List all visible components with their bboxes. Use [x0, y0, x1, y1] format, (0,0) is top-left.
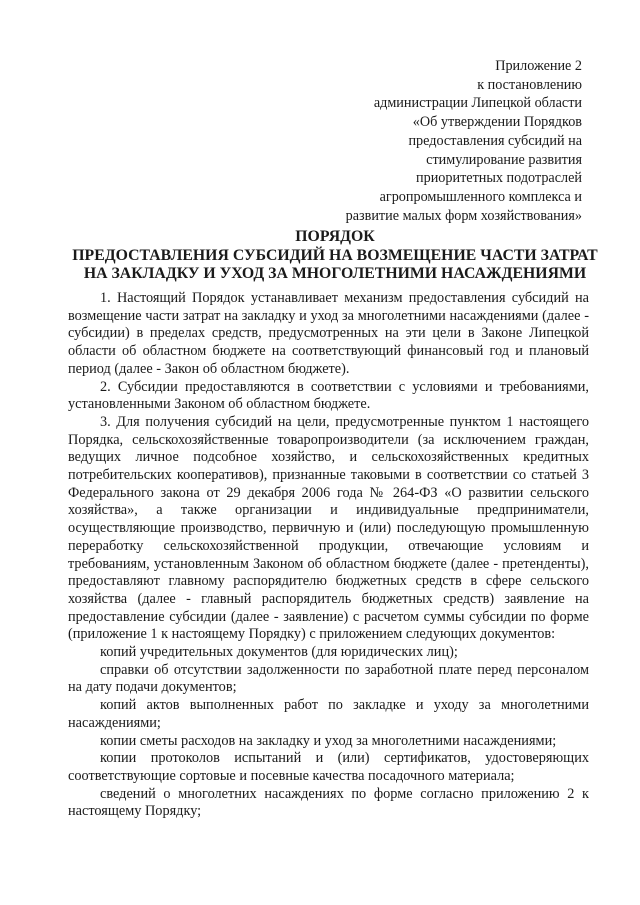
title-line: ПРЕДОСТАВЛЕНИЯ СУБСИДИЙ НА ВОЗМЕЩЕНИЕ ЧАСТИ ЗАТРАТ — [72, 246, 598, 264]
list-item: копии протоколов испытаний и (или) сертификатов, удостоверяющих соответствующие сортовые и посевные качества посадочного материала; — [68, 750, 589, 784]
appendix-line: развитие малых форм хозяйствования» — [345, 207, 582, 224]
list-item: копии сметы расходов на закладку и уход за многолетними насаждениями; — [100, 732, 557, 749]
appendix-line: Приложение 2 — [495, 58, 582, 74]
list-item: сведений о многолетних насаждениях по форме согласно приложению 2 к настоящему Порядку; — [68, 785, 589, 820]
document-title — [40, 228, 630, 284]
paragraph-2: 2. Субсидии предоставляются в соответствии с условиями и требованиями, установленными Законом об областном бюджете. — [68, 378, 589, 413]
list-item: копий учредительных документов (для юридических лиц); — [100, 644, 458, 661]
appendix-header — [320, 57, 582, 225]
list-item: копий актов выполненных работ по закладке и уходу за многолетними насаждениями; — [68, 697, 589, 731]
appendix-line: приоритетных подотраслей — [416, 170, 582, 187]
appendix-line: агропромышленного комплекса и — [379, 188, 582, 205]
appendix-line: «Об утверждении Порядков — [412, 114, 582, 131]
paragraph-3: 3. Для получения субсидий на цели, предусмотренные пунктом 1 настоящего Порядка, сельскохозяйственные товаропроизводители (за исключением граждан, ведущих личное подсобное хозяйство, и сельскохозяйственных кредитных потребительских кооперативов), признанные таковыми в соответствии со статьей 3 Федерального закона от 29 декабря 2006 года № 264-ФЗ «О развитии сельского хозяйства», а также организации и индивидуальные предприниматели, осуществляющие производство, первичную и (или) последующую промышленную переработку сельскохозяйственной продукции, отвечающие условиям и требованиям, установленным Законом об областном бюджете (далее - претенденты), предоставляют главному распорядителю бюджетных средств в сфере сельского хозяйства (далее - главный распорядитель бюджетных средств) заявление на предоставление субсидии (далее - заявление) с расчетом суммы субсидии по форме (приложение 1 к настоящему Порядку) с приложением следующих документов: — [68, 413, 589, 643]
appendix-line: стимулирование развития — [426, 151, 582, 168]
appendix-line: к постановлению — [477, 76, 582, 93]
list-item: справки об отсутствии задолженности по заработной плате перед персоналом на дату подачи документов; — [68, 661, 589, 696]
appendix-line: администрации Липецкой области — [373, 95, 582, 112]
document-body — [68, 290, 589, 821]
appendix-line: предоставления субсидий на — [408, 132, 582, 149]
paragraph-1: 1. Настоящий Порядок устанавливает механизм предоставления субсидий на возмещение части затрат на закладку и уход за многолетними насаждениями (далее - субсидии) в пределах средств, предусмотренных на эти цели в Законе Липецкой области об областном бюджете на соответствующий финансовый год и плановый период (далее - Закон об областном бюджете). — [68, 290, 589, 377]
title-line: НА ЗАКЛАДКУ И УХОД ЗА МНОГОЛЕТНИМИ НАСАЖДЕНИЯМИ — [83, 265, 587, 282]
title-heading: ПОРЯДОК — [295, 228, 375, 245]
